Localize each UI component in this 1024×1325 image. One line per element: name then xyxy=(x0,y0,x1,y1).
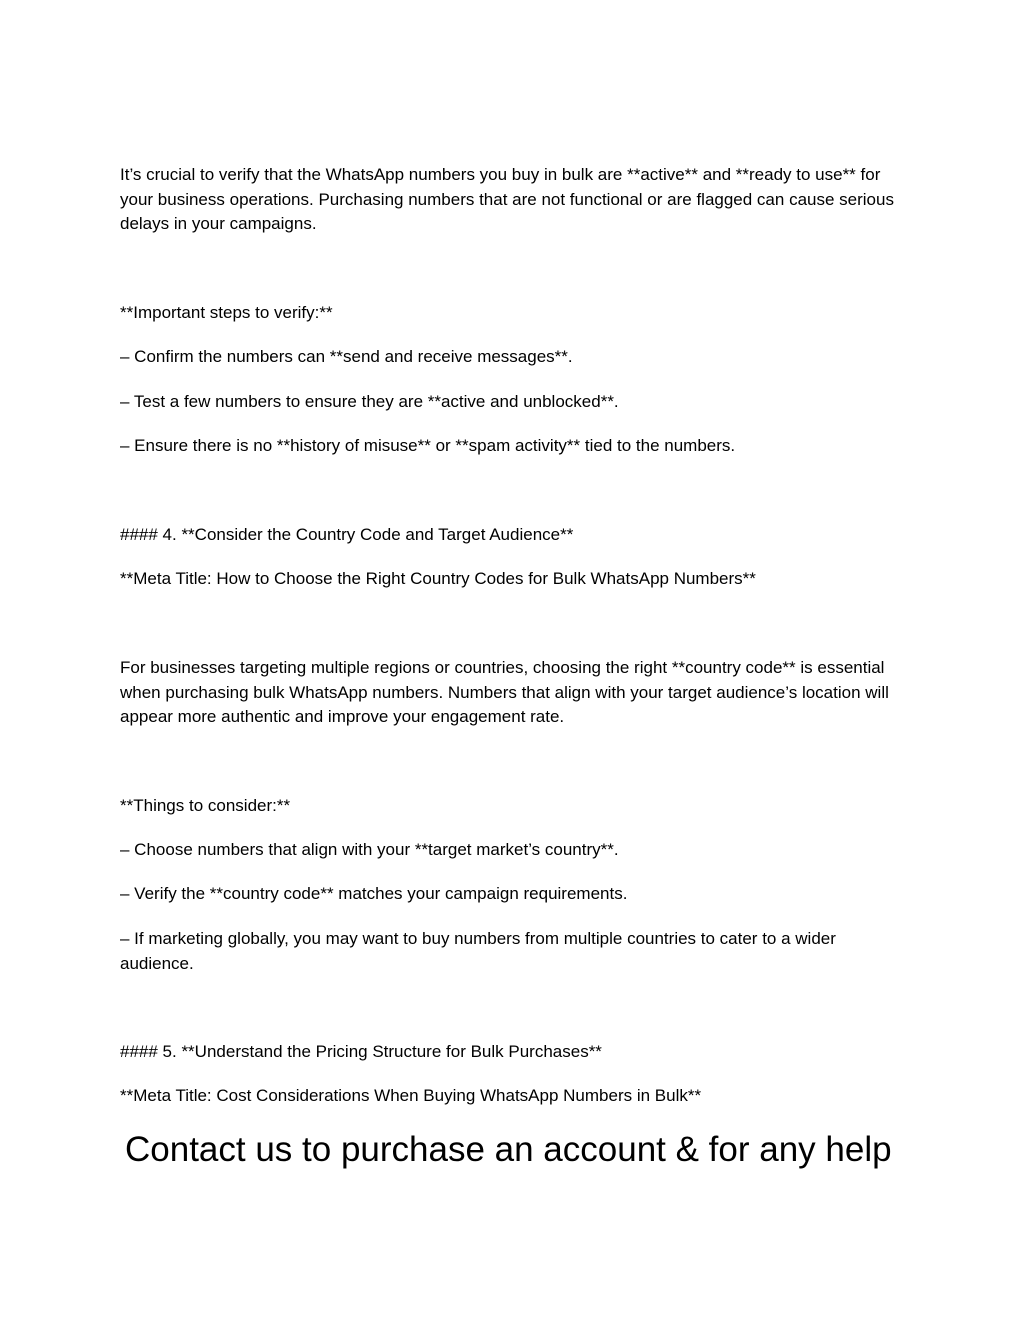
section-heading-5: #### 5. **Understand the Pricing Structure for Bulk Purchases** xyxy=(120,1042,602,1061)
step-item: – Ensure there is no **history of misuse** or **spam activity** tied to the numbers. xyxy=(120,436,736,455)
contact-call-to-action: Contact us to purchase an account & for any help xyxy=(125,1130,892,1169)
consider-item: – If marketing globally, you may want to buy numbers from multiple countries to cater to a wider audience. xyxy=(120,929,836,973)
step-item: – Confirm the numbers can **send and receive messages**. xyxy=(120,347,573,366)
step-item: – Test a few numbers to ensure they are **active and unblocked**. xyxy=(120,392,619,411)
meta-title-5: **Meta Title: Cost Considerations When Buying WhatsApp Numbers in Bulk** xyxy=(120,1086,702,1105)
consider-item: – Choose numbers that align with your **target market’s country**. xyxy=(120,840,619,859)
meta-title-4: **Meta Title: How to Choose the Right Country Codes for Bulk WhatsApp Numbers** xyxy=(120,569,756,588)
section-heading-4: #### 4. **Consider the Country Code and Target Audience** xyxy=(120,525,574,544)
intro-paragraph: It’s crucial to verify that the WhatsApp numbers you buy in bulk are **active** and **ready to use** for your business operations. Purchasing numbers that are not functional or are flagged can cause serious delays in your campaigns. xyxy=(120,165,894,233)
steps-heading: **Important steps to verify:** xyxy=(120,303,333,322)
consider-item: – Verify the **country code** matches your campaign requirements. xyxy=(120,884,628,903)
consider-heading: **Things to consider:** xyxy=(120,796,291,815)
country-code-paragraph: For businesses targeting multiple regions or countries, choosing the right **country code** is essential when purchasing bulk WhatsApp numbers. Numbers that align with your target audience’s location will appear more authentic and improve your engagement rate. xyxy=(120,658,889,726)
